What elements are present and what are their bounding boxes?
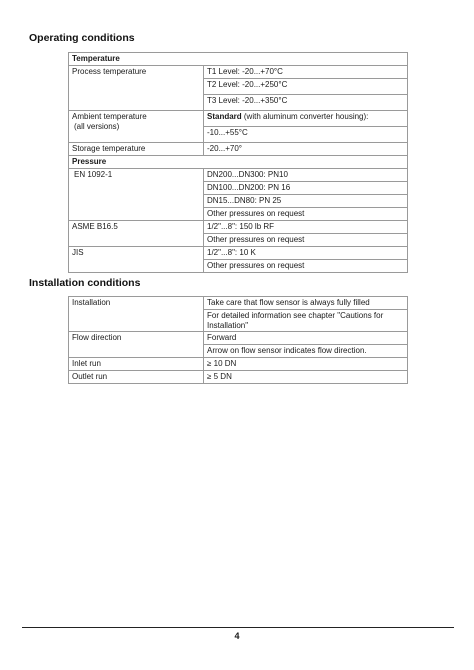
table-row bbox=[69, 371, 408, 384]
installation-label: Installation bbox=[69, 297, 204, 332]
table-row bbox=[69, 221, 408, 234]
en-value: DN15...DN80: PN 25 bbox=[204, 195, 408, 208]
ambient-label-text: Ambient temperature bbox=[72, 112, 147, 121]
flow-direction-value: Arrow on flow sensor indicates flow direction. bbox=[204, 345, 408, 358]
t1-level-value: T1 Level: -20...+70°C bbox=[204, 66, 408, 79]
installation-value: Take care that flow sensor is always fully filled bbox=[204, 297, 408, 310]
temperature-header: Temperature bbox=[69, 53, 408, 66]
asme-value: Other pressures on request bbox=[204, 234, 408, 247]
jis-value: Other pressures on request bbox=[204, 260, 408, 273]
pressure-header: Pressure bbox=[69, 156, 408, 169]
operating-conditions-table bbox=[68, 52, 408, 273]
jis-value: 1/2"...8": 10 K bbox=[204, 247, 408, 260]
process-temperature-label: Process temperature bbox=[69, 66, 204, 111]
table-row bbox=[69, 297, 408, 310]
en-value: DN100...DN200: PN 16 bbox=[204, 182, 408, 195]
table-row bbox=[69, 332, 408, 345]
installation-conditions-table bbox=[68, 296, 408, 384]
storage-temperature-value: -20...+70° bbox=[204, 143, 408, 156]
t2-level-value: T2 Level: -20...+250°C bbox=[204, 79, 408, 95]
standard-description: (with aluminum converter housing): bbox=[241, 112, 369, 121]
installation-conditions-heading: Installation conditions bbox=[29, 277, 141, 289]
table-row bbox=[69, 111, 408, 127]
t3-level-value: T3 Level: -20...+350°C bbox=[204, 95, 408, 111]
ambient-temperature-label bbox=[69, 111, 204, 143]
table-row bbox=[69, 143, 408, 156]
en-value: DN200...DN300: PN10 bbox=[204, 169, 408, 182]
table-row bbox=[69, 169, 408, 182]
flow-direction-label: Flow direction bbox=[69, 332, 204, 358]
page-number: 4 bbox=[234, 631, 240, 641]
installation-value: For detailed information see chapter "Cautions for Installation" bbox=[204, 310, 408, 332]
table-row bbox=[69, 66, 408, 79]
table-row bbox=[69, 358, 408, 371]
en-value: Other pressures on request bbox=[204, 208, 408, 221]
operating-conditions-heading: Operating conditions bbox=[29, 32, 135, 44]
table-row bbox=[69, 247, 408, 260]
outlet-run-label: Outlet run bbox=[69, 371, 204, 384]
standard-label: Standard bbox=[207, 112, 242, 121]
outlet-run-value: ≥ 5 DN bbox=[204, 371, 408, 384]
ambient-sub-text: (all versions) bbox=[74, 121, 120, 131]
jis-label: JIS bbox=[69, 247, 204, 273]
flow-direction-value: Forward bbox=[204, 332, 408, 345]
inlet-run-value: ≥ 10 DN bbox=[204, 358, 408, 371]
storage-temperature-label: Storage temperature bbox=[69, 143, 204, 156]
asme-value: 1/2"...8": 150 lb RF bbox=[204, 221, 408, 234]
ambient-standard-cell bbox=[204, 111, 408, 127]
table-row bbox=[69, 53, 408, 66]
inlet-run-label: Inlet run bbox=[69, 358, 204, 371]
en-1092-text: EN 1092-1 bbox=[74, 170, 113, 179]
footer-divider bbox=[22, 627, 454, 628]
ambient-range-value: -10...+55°C bbox=[204, 127, 408, 143]
en-1092-label bbox=[69, 169, 204, 221]
asme-label: ASME B16.5 bbox=[69, 221, 204, 247]
table-row bbox=[69, 156, 408, 169]
